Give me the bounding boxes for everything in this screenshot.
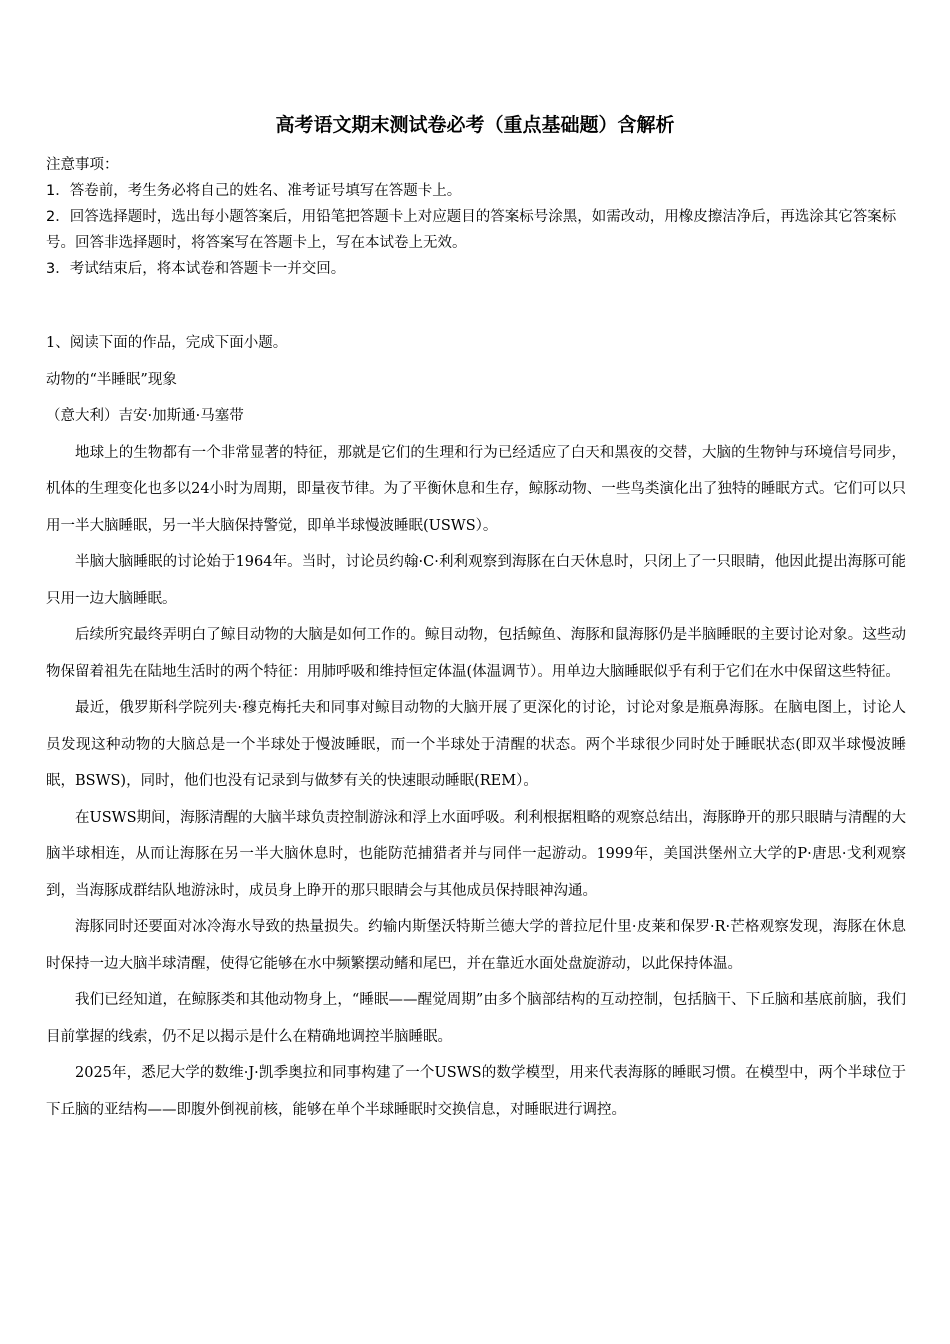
article-paragraph: 后续所究最终弄明白了鲸目动物的大脑是如何工作的。鲸目动物，包括鲸鱼、海豚和鼠海豚仍是半脑睡眠的主要讨论对象。这些动物保留着祖先在陆地生活时的两个特征：用肺呼吸和维持恒定体温(体温调节）。用单边大脑睡眠似乎有利于它们在水中保留这些特征。 bbox=[46, 627, 906, 680]
article-paragraph: 2025年，悉尼大学的数维·J·凯季奥拉和同事构建了一个USWS的数学模型，用来代表海豚的睡眠习惯。在模型中，两个半球位于下丘脑的亚结构——即腹外倒视前核，能够在单个半球睡眠时交换信息，对睡眠进行调控。 bbox=[46, 1065, 906, 1118]
article-paragraph: 在USWS期间，海豚清醒的大脑半球负责控制游泳和浮上水面呼吸。利利根据粗略的观察总结出，海豚睁开的那只眼睛与清醒的大脑半球相连，从而让海豚在另一半大脑休息时，也能防范捕猎者并与同伴一起游动。1999年，美国洪堡州立大学的P·唐思·戈利观察到，当海豚成群结队地游泳时，成员身上睁开的那只眼睛会与其他成员保持眼神沟通。 bbox=[46, 809, 906, 899]
article-title: 动物的“半睡眠”现象 bbox=[46, 371, 177, 388]
notice-section bbox=[46, 152, 906, 282]
question-prompt: 1、阅读下面的作品，完成下面小题。 bbox=[46, 335, 288, 351]
article-paragraph: 我们已经知道，在鲸豚类和其他动物身上，“睡眠——醒觉周期”由多个脑部结构的互动控制，包括脑干、下丘脑和基底前脑，我们目前掌握的线索，仍不足以揭示是什么在精确地调控半脑睡眠。 bbox=[46, 992, 906, 1045]
article-paragraph: 半脑大脑睡眠的讨论始于1964年。当时，讨论员约翰·C·利利观察到海豚在白天休息时，只闭上了一只眼睛，他因此提出海豚可能只用一边大脑睡眠。 bbox=[46, 554, 906, 607]
notice-heading: 注意事项： bbox=[46, 157, 119, 173]
notice-item: 1．答卷前，考生务必将自己的姓名、准考证号填写在答题卡上。 bbox=[46, 183, 462, 199]
notice-item: 3．考试结束后，将本试卷和答题卡一并交回。 bbox=[46, 261, 346, 277]
article-author: （意大利）吉安·加斯通·马塞带 bbox=[46, 408, 244, 424]
article-paragraph: 海豚同时还要面对冰冷海水导致的热量损失。约输内斯堡沃特斯兰德大学的普拉尼什里·皮莱和保罗·R·芒格观察发现，海豚在休息时保持一边大脑半球清醒，使得它能够在水中频繁摆动鳍和尾巴，并在靠近水面处盘旋游动，以此保持体温。 bbox=[46, 919, 906, 972]
article-paragraph: 地球上的生物都有一个非常显著的特征，那就是它们的生理和行为已经适应了白天和黑夜的交替，大脑的生物钟与环境信号同步，机体的生理变化也多以24小时为周期，即量夜节律。为了平衡休息和生存，鲸豚动物、一些鸟类演化出了独特的睡眠方式。它们可以只用一半大脑睡眠，另一半大脑保持警觉，即单半球慢波睡眠(USWS）。 bbox=[46, 444, 906, 534]
article-paragraph: 最近，俄罗斯科学院列夫·穆克梅托夫和同事对鲸目动物的大脑开展了更深化的讨论，讨论对象是瓶鼻海豚。在脑电图上，讨论人员发现这种动物的大脑总是一个半球处于慢波睡眠，而一个半球处于清醒的状态。两个半球很少同时处于睡眠状态(即双半球慢波睡眠，BSWS)，同时，他们也没有记录到与做梦有关的快速眼动睡眠(REM）。 bbox=[46, 700, 906, 789]
document-title: 高考语文期末测试卷必考（重点基础题）含解析 bbox=[275, 114, 675, 136]
notice-item: 2．回答选择题时，选出每小题答案后，用铅笔把答题卡上对应题目的答案标号涂黑，如需改动，用橡皮擦洁净后，再选涂其它答案标号。回答非选择题时，将答案写在答题卡上，写在本试卷上无效。 bbox=[46, 209, 897, 251]
reading-section bbox=[46, 325, 906, 1128]
